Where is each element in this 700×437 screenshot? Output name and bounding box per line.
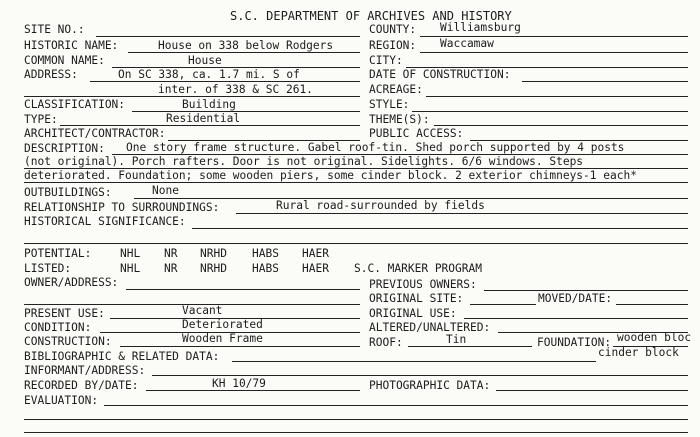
listed-label: LISTED: — [24, 262, 72, 275]
potential-label: POTENTIAL: — [24, 247, 92, 260]
acreage-label: ACREAGE: — [369, 83, 423, 96]
recorded-by-line — [146, 390, 360, 391]
bibliographic-label: BIBLIOGRAPHIC & RELATED DATA: — [24, 350, 220, 363]
listed-habs: HABS — [252, 262, 279, 275]
outbuildings-label: OUTBUILDINGS: — [24, 186, 112, 199]
site-no-label: SITE NO.: — [24, 23, 85, 36]
theme-line — [434, 125, 688, 126]
historic-name-value: House on 338 below Rodgers — [158, 39, 334, 52]
address-value-line1: On SC 338, ca. 1.7 mi. S of — [118, 68, 300, 81]
construction-label: CONSTRUCTION: — [24, 335, 112, 348]
date-construction-line — [522, 81, 688, 82]
style-label: STYLE: — [369, 98, 410, 111]
roof-value: Tin — [446, 333, 467, 346]
marker-program-heading: S.C. MARKER PROGRAM — [354, 262, 482, 275]
public-access-label: PUBLIC ACCESS: — [369, 127, 464, 140]
owner-label: OWNER/ADDRESS: — [24, 276, 119, 289]
evaluation-line — [104, 405, 688, 406]
moved-date-line — [616, 304, 688, 305]
potential-habs: HABS — [252, 247, 279, 260]
original-use-label: ORIGINAL USE: — [369, 307, 457, 320]
description-value-line1: One story frame structure. Gabel roof-tin. Shed porch supported by 4 posts — [126, 141, 625, 154]
significance-label: HISTORICAL SIGNIFICANCE: — [24, 215, 186, 228]
bibliographic-line — [232, 361, 596, 362]
construction-line — [120, 346, 360, 347]
evaluation-line-3 — [24, 432, 688, 433]
roof-line — [408, 346, 532, 347]
listed-haer: HAER — [302, 262, 329, 275]
listed-nrhd: NRHD — [200, 262, 227, 275]
classification-value: Building — [182, 98, 236, 111]
form-title: S.C. DEPARTMENT OF ARCHIVES AND HISTORY — [230, 9, 512, 23]
description-value-line2: (not original). Porch rafters. Door is not original. Sidelights. 6/6 windows. Steps — [24, 155, 584, 168]
listed-nhl: NHL — [120, 262, 141, 275]
acreage-line — [426, 96, 688, 97]
potential-haer: HAER — [302, 247, 329, 260]
evaluation-label: EVALUATION: — [24, 394, 99, 407]
foundation-value-line2: cinder block — [598, 346, 679, 359]
owner-line — [126, 289, 360, 290]
informant-line — [152, 375, 688, 376]
type-line — [60, 125, 360, 126]
present-use-value: Vacant — [182, 304, 223, 317]
recorded-by-label: RECORDED BY/DATE: — [24, 379, 139, 392]
architect-label: ARCHITECT/CONTRACTOR: — [24, 127, 166, 140]
style-line — [412, 111, 688, 112]
foundation-label: FOUNDATION: — [537, 336, 612, 349]
previous-owners-line — [484, 290, 688, 291]
historic-name-line — [128, 52, 360, 53]
original-site-line — [470, 304, 536, 305]
relationship-value: Rural road-surrounded by fields — [276, 199, 485, 212]
altered-label: ALTERED/UNALTERED: — [369, 321, 491, 334]
potential-nrhd: NRHD — [200, 247, 227, 260]
original-site-label: ORIGINAL SITE: — [369, 292, 464, 305]
relationship-line — [236, 213, 688, 214]
description-value-line3: deteriorated. Foundation; some wooden piers, some cinder block. 2 exterior chimneys-1 each* — [24, 169, 637, 182]
region-label: REGION: — [369, 39, 417, 52]
informant-label: INFORMANT/ADDRESS: — [24, 364, 146, 377]
type-label: TYPE: — [24, 113, 58, 126]
foundation-value-line1: wooden bloc — [617, 331, 692, 344]
moved-date-label: MOVED/DATE: — [538, 292, 613, 305]
county-value: Williamsburg — [440, 21, 521, 34]
condition-label: CONDITION: — [24, 321, 92, 334]
region-value: Waccamaw — [440, 37, 494, 50]
outbuildings-value: None — [152, 184, 179, 197]
significance-line-2 — [24, 243, 688, 244]
photographic-line — [496, 390, 688, 391]
type-value: Residential — [166, 112, 241, 125]
classification-label: CLASSIFICATION: — [24, 98, 126, 111]
listed-nr: NR — [164, 262, 178, 275]
potential-nr: NR — [164, 247, 178, 260]
city-label: CITY: — [369, 54, 403, 67]
evaluation-line-2 — [24, 419, 688, 420]
common-name-label: COMMON NAME: — [24, 54, 105, 67]
description-label: DESCRIPTION: — [24, 142, 105, 155]
condition-value: Deteriorated — [182, 318, 263, 331]
address-line-1 — [90, 81, 360, 82]
photographic-label: PHOTOGRAPHIC DATA: — [369, 379, 491, 392]
previous-owners-label: PREVIOUS OWNERS: — [369, 278, 477, 291]
relationship-label: RELATIONSHIP TO SURROUNDINGS: — [24, 201, 220, 214]
address-value-line2: inter. of 338 & SC 261. — [158, 83, 313, 96]
original-use-line — [464, 318, 688, 319]
address-label: ADDRESS: — [24, 68, 78, 81]
description-line-3 — [24, 182, 688, 183]
site-no-line — [96, 36, 360, 37]
construction-value: Wooden Frame — [182, 332, 263, 345]
recorded-by-value: KH 10/79 — [212, 377, 266, 390]
theme-label: THEME(S): — [369, 113, 430, 126]
region-line — [420, 52, 688, 53]
common-name-value: House — [188, 54, 222, 67]
historic-name-label: HISTORIC NAME: — [24, 39, 119, 52]
roof-label: ROOF: — [369, 336, 403, 349]
date-construction-label: DATE OF CONSTRUCTION: — [369, 68, 511, 81]
present-use-label: PRESENT USE: — [24, 307, 105, 320]
address-line-2 — [24, 96, 360, 97]
significance-line — [192, 228, 688, 229]
potential-nhl: NHL — [120, 247, 141, 260]
county-label: COUNTY: — [369, 23, 417, 36]
